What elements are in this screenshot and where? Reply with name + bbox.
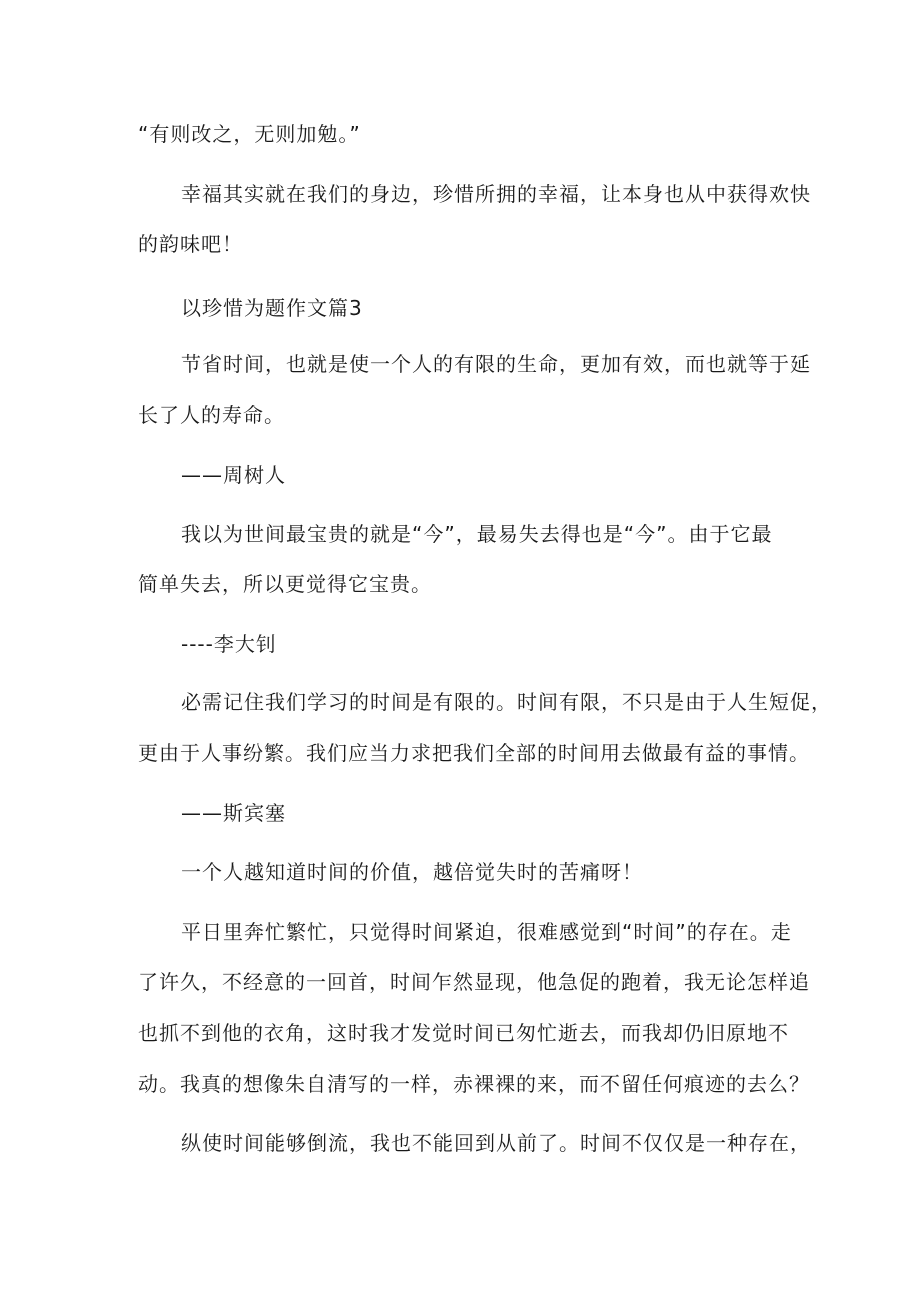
paragraph-line: 必需记住我们学习的时间是有限的。时间有限，不只是由于人生短促， xyxy=(181,690,832,714)
paragraph-line: 幸福其实就在我们的身边，珍惜所拥的幸福，让本身也从中获得欢快 xyxy=(181,182,811,206)
paragraph-line: 平日里奔忙繁忙，只觉得时间紧迫，很难感觉到“时间”的存在。走 xyxy=(181,920,792,944)
paragraph-line: 节省时间，也就是使一个人的有限的生命，更加有效，而也就等于延 xyxy=(181,352,811,376)
paragraph-line: 也抓不到他的衣角，这时我才发觉时间已匆忙逝去，而我却仍旧原地不 xyxy=(138,1021,789,1045)
paragraph-line: 我以为世间最宝贵的就是“今”，最易失去得也是“今”。由于它最 xyxy=(181,522,773,546)
paragraph-line: 动。我真的想像朱自清写的一样，赤裸裸的来，而不留任何痕迹的去么？ xyxy=(138,1072,810,1096)
author-attribution: ——斯宾塞 xyxy=(181,801,286,825)
paragraph-line: 简单失去，所以更觉得它宝贵。 xyxy=(138,572,432,596)
paragraph-line: 长了人的寿命。 xyxy=(138,403,285,427)
paragraph-line: 纵使时间能够倒流，我也不能回到从前了。时间不仅仅是一种存在， xyxy=(181,1131,811,1155)
paragraph-line: 了许久，不经意的一回首，时间乍然显现，他急促的跑着，我无论怎样追 xyxy=(138,970,810,994)
paragraph-line: 更由于人事纷繁。我们应当力求把我们全部的时间用去做最有益的事情。 xyxy=(138,741,810,765)
paragraph-line: 的韵味吧！ xyxy=(138,232,243,256)
paragraph-line: 一个人越知道时间的价值，越倍觉失时的苦痛呀！ xyxy=(181,860,643,884)
section-heading: 以珍惜为题作文篇3 xyxy=(181,296,363,320)
author-attribution: ----李大钊 xyxy=(181,632,277,656)
author-attribution: ——周树人 xyxy=(181,463,286,487)
quote-line: “有则改之，无则加勉。” xyxy=(138,122,361,146)
